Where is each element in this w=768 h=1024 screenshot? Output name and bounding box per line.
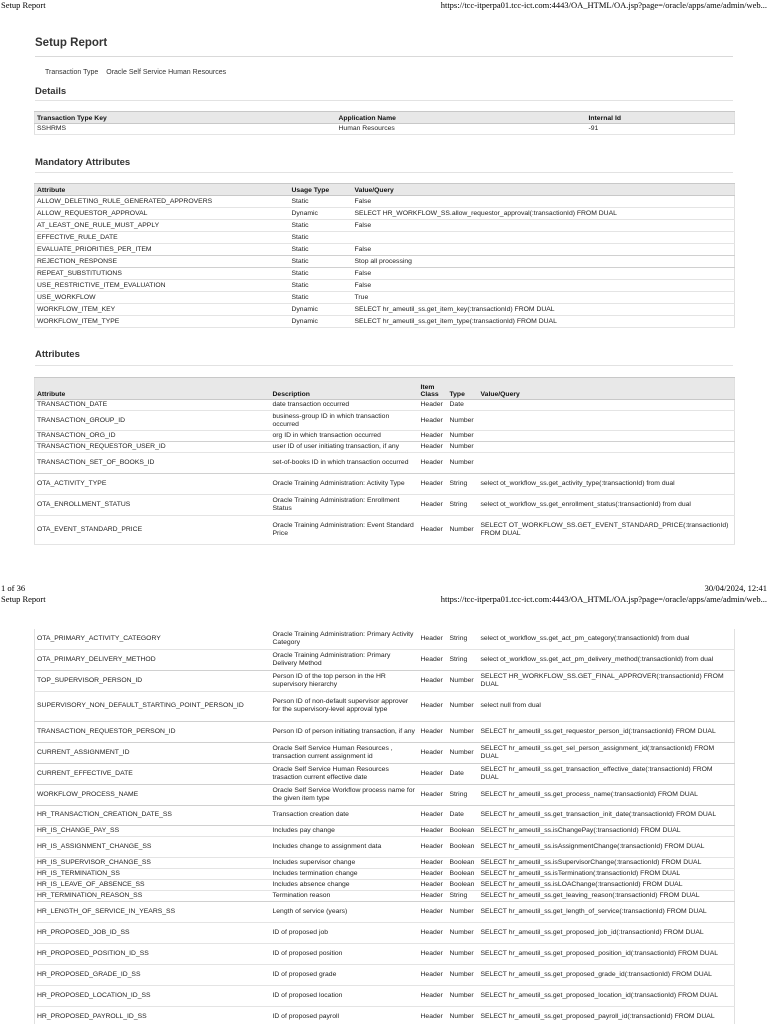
- table-cell: Header: [419, 879, 448, 890]
- table-cell: ID of proposed job: [271, 922, 419, 943]
- table-cell: CURRENT_ASSIGNMENT_ID: [35, 742, 271, 763]
- table-cell: Length of service (years): [271, 901, 419, 922]
- mandatory-attributes-divider: [35, 172, 733, 173]
- table-cell: REJECTION_RESPONSE: [35, 256, 290, 268]
- table-row: [35, 411, 735, 431]
- table-cell: ID of proposed grade: [271, 964, 419, 985]
- title-divider: [35, 56, 733, 57]
- table-row: [35, 943, 735, 964]
- table-cell: Number: [448, 742, 479, 763]
- table-row: [35, 316, 735, 328]
- table-cell: HR_PROPOSED_PAYROLL_ID_SS: [35, 1006, 271, 1024]
- table-row: [35, 1006, 735, 1024]
- table-cell: True: [353, 292, 735, 304]
- column-header: Usage Type: [290, 184, 353, 196]
- attributes-title: Attributes: [35, 349, 80, 360]
- table-cell: HR_TRANSACTION_CREATION_DATE_SS: [35, 805, 271, 825]
- table-cell: TRANSACTION_DATE: [35, 400, 271, 411]
- table-cell: Static: [290, 232, 353, 244]
- table-cell: ID of proposed position: [271, 943, 419, 964]
- table-cell: Header: [419, 431, 448, 442]
- table-cell: Header: [419, 691, 448, 721]
- table-cell: SELECT hr_ameutil_ss.get_proposed_job_id(:transactionId) FROM DUAL: [479, 922, 735, 943]
- table-cell: String: [448, 495, 479, 516]
- table-cell: Header: [419, 453, 448, 474]
- table-cell: Boolean: [448, 857, 479, 868]
- table-cell: ALLOW_DELETING_RULE_GENERATED_APPROVERS: [35, 196, 290, 208]
- table-row: [35, 964, 735, 985]
- table-cell: False: [353, 244, 735, 256]
- table-row: [35, 292, 735, 304]
- table-cell: Date: [448, 763, 479, 784]
- attributes-divider: [35, 365, 733, 366]
- column-header: Transaction Type Key: [35, 112, 337, 124]
- table-row: [35, 901, 735, 922]
- table-cell: Header: [419, 825, 448, 836]
- table-cell: TRANSACTION_REQUESTOR_PERSON_ID: [35, 721, 271, 742]
- table-cell: HR_TERMINATION_REASON_SS: [35, 890, 271, 901]
- table-cell: Static: [290, 292, 353, 304]
- table-cell: Static: [290, 244, 353, 256]
- table-cell: TRANSACTION_REQUESTOR_USER_ID: [35, 442, 271, 453]
- table-cell: Number: [448, 516, 479, 545]
- table-cell: Header: [419, 742, 448, 763]
- table-cell: Header: [419, 890, 448, 901]
- table-cell: REPEAT_SUBSTITUTIONS: [35, 268, 290, 280]
- table-row: [35, 721, 735, 742]
- table-cell: Header: [419, 400, 448, 411]
- table-cell: [479, 400, 735, 411]
- table-cell: SELECT hr_ameutil_ss.isAssignmentChange(:transactionId) FROM DUAL: [479, 836, 735, 857]
- details-table: [34, 111, 735, 135]
- table-cell: Transaction creation date: [271, 805, 419, 825]
- table-cell: select ot_workflow_ss.get_act_pm_delivery_method(:transactionId) from dual: [479, 649, 735, 670]
- table-cell: USE_WORKFLOW: [35, 292, 290, 304]
- table-cell: False: [353, 196, 735, 208]
- column-header: Attribute: [35, 184, 290, 196]
- table-cell: OTA_PRIMARY_ACTIVITY_CATEGORY: [35, 629, 271, 649]
- table-cell: HR_IS_LEAVE_OF_ABSENCE_SS: [35, 879, 271, 890]
- table-cell: String: [448, 784, 479, 805]
- attributes-table-page2: [34, 629, 735, 1024]
- table-cell: SELECT hr_ameutil_ss.isChangePay(:transactionId) FROM DUAL: [479, 825, 735, 836]
- table-cell: Person ID of the top person in the HR supervisory hierarchy: [271, 670, 419, 691]
- table-cell: SELECT HR_WORKFLOW_SS.GET_FINAL_APPROVER(:transactionId) FROM DUAL: [479, 670, 735, 691]
- mandatory-attributes-table: [34, 183, 735, 328]
- table-row: [35, 857, 735, 868]
- table-row: [35, 890, 735, 901]
- table-row: [35, 280, 735, 292]
- column-header: Value/Query: [353, 184, 735, 196]
- table-cell: Number: [448, 964, 479, 985]
- table-cell: Oracle Self Service Human Resources , transaction current assignment id: [271, 742, 419, 763]
- table-cell: Header: [419, 901, 448, 922]
- table-cell: select ot_workflow_ss.get_activity_type(:transactionId) from dual: [479, 474, 735, 495]
- table-cell: WORKFLOW_PROCESS_NAME: [35, 784, 271, 805]
- table-cell: [353, 232, 735, 244]
- table-row: [35, 220, 735, 232]
- table-cell: Header: [419, 805, 448, 825]
- table-cell: date transaction occurred: [271, 400, 419, 411]
- table-row: [35, 691, 735, 721]
- table-cell: [479, 431, 735, 442]
- table-cell: Header: [419, 411, 448, 431]
- table-cell: Number: [448, 901, 479, 922]
- column-header: Internal Id: [587, 112, 735, 124]
- table-cell: HR_PROPOSED_LOCATION_ID_SS: [35, 985, 271, 1006]
- table-cell: TOP_SUPERVISOR_PERSON_ID: [35, 670, 271, 691]
- table-cell: Header: [419, 495, 448, 516]
- table-cell: business-group ID in which transaction occurred: [271, 411, 419, 431]
- table-cell: WORKFLOW_ITEM_TYPE: [35, 316, 290, 328]
- table-row: [35, 304, 735, 316]
- table-cell: SELECT hr_ameutil_ss.get_transaction_effective_date(:transactionId) FROM DUAL: [479, 763, 735, 784]
- table-cell: Number: [448, 721, 479, 742]
- table-cell: Header: [419, 516, 448, 545]
- attributes-table-page1: [34, 377, 735, 545]
- table-cell: AT_LEAST_ONE_RULE_MUST_APPLY: [35, 220, 290, 232]
- table-row: [35, 670, 735, 691]
- transaction-type-label: Transaction Type: [45, 69, 99, 76]
- table-row: [35, 208, 735, 220]
- table-cell: org ID in which transaction occurred: [271, 431, 419, 442]
- table-cell: TRANSACTION_ORG_ID: [35, 431, 271, 442]
- table-cell: HR_IS_ASSIGNMENT_CHANGE_SS: [35, 836, 271, 857]
- table-cell: Number: [448, 431, 479, 442]
- table-cell: ALLOW_REQUESTOR_APPROVAL: [35, 208, 290, 220]
- table-cell: -91: [587, 124, 735, 135]
- table-row: [35, 879, 735, 890]
- table-row: [35, 649, 735, 670]
- table-cell: Date: [448, 400, 479, 411]
- column-header: Type: [448, 378, 479, 400]
- table-cell: OTA_EVENT_STANDARD_PRICE: [35, 516, 271, 545]
- table-row: [35, 256, 735, 268]
- table-cell: select null from dual: [479, 691, 735, 721]
- table-cell: TRANSACTION_GROUP_ID: [35, 411, 271, 431]
- print-timestamp: 30/04/2024, 12:41: [704, 583, 767, 593]
- table-cell: SUPERVISORY_NON_DEFAULT_STARTING_POINT_PERSON_ID: [35, 691, 271, 721]
- table-cell: HR_PROPOSED_JOB_ID_SS: [35, 922, 271, 943]
- table-cell: Oracle Self Service Workflow process name for the given item type: [271, 784, 419, 805]
- table-cell: Number: [448, 691, 479, 721]
- table-cell: EFFECTIVE_RULE_DATE: [35, 232, 290, 244]
- print-header-title: Setup Report: [1, 0, 46, 10]
- table-cell: USE_RESTRICTIVE_ITEM_EVALUATION: [35, 280, 290, 292]
- table-cell: user ID of user initiating transaction, if any: [271, 442, 419, 453]
- table-cell: Header: [419, 670, 448, 691]
- table-cell: HR_IS_CHANGE_PAY_SS: [35, 825, 271, 836]
- transaction-type-value: Oracle Self Service Human Resources: [106, 69, 227, 76]
- table-cell: [479, 411, 735, 431]
- table-cell: Header: [419, 857, 448, 868]
- table-cell: SELECT hr_ameutil_ss.isTermination(:transactionId) FROM DUAL: [479, 868, 735, 879]
- table-row: [35, 268, 735, 280]
- table-cell: SELECT hr_ameutil_ss.get_proposed_location_id(:transactionId) FROM DUAL: [479, 985, 735, 1006]
- table-cell: Number: [448, 1006, 479, 1024]
- table-cell: Person ID of non-default supervisor approver for the supervisory-level approval type: [271, 691, 419, 721]
- table-row: [35, 431, 735, 442]
- table-row: [35, 124, 735, 135]
- table-cell: Boolean: [448, 825, 479, 836]
- table-cell: Static: [290, 280, 353, 292]
- table-cell: Static: [290, 220, 353, 232]
- table-row: [35, 453, 735, 474]
- table-cell: SELECT hr_ameutil_ss.get_requestor_person_id(:transactionId) FROM DUAL: [479, 721, 735, 742]
- table-cell: Stop all processing: [353, 256, 735, 268]
- table-cell: WORKFLOW_ITEM_KEY: [35, 304, 290, 316]
- print-header-page2: [0, 594, 768, 606]
- table-cell: SELECT hr_ameutil_ss.get_proposed_position_id(:transactionId) FROM DUAL: [479, 943, 735, 964]
- table-cell: Header: [419, 922, 448, 943]
- table-row: [35, 495, 735, 516]
- column-header: Value/Query: [479, 378, 735, 400]
- details-title: Details: [35, 86, 67, 97]
- table-cell: OTA_PRIMARY_DELIVERY_METHOD: [35, 649, 271, 670]
- table-cell: SELECT hr_ameutil_ss.get_length_of_service(:transactionId) FROM DUAL: [479, 901, 735, 922]
- table-row: [35, 442, 735, 453]
- table-row: [35, 474, 735, 495]
- table-cell: Boolean: [448, 879, 479, 890]
- table-cell: Number: [448, 442, 479, 453]
- table-cell: EVALUATE_PRIORITIES_PER_ITEM: [35, 244, 290, 256]
- table-cell: Includes change to assignment data: [271, 836, 419, 857]
- column-header: Application Name: [337, 112, 587, 124]
- table-cell: Oracle Training Administration: Event Standard Price: [271, 516, 419, 545]
- table-cell: Oracle Training Administration: Enrollment Status: [271, 495, 419, 516]
- table-cell: Header: [419, 629, 448, 649]
- table-cell: Header: [419, 836, 448, 857]
- table-cell: Header: [419, 442, 448, 453]
- table-row: [35, 196, 735, 208]
- table-cell: Human Resources: [337, 124, 587, 135]
- details-divider: [35, 100, 733, 101]
- table-cell: HR_LENGTH_OF_SERVICE_IN_YEARS_SS: [35, 901, 271, 922]
- table-cell: Oracle Training Administration: Primary Delivery Method: [271, 649, 419, 670]
- table-cell: Header: [419, 721, 448, 742]
- table-row: [35, 922, 735, 943]
- table-cell: HR_PROPOSED_POSITION_ID_SS: [35, 943, 271, 964]
- table-cell: Includes absence change: [271, 879, 419, 890]
- table-cell: Oracle Training Administration: Primary Activity Category: [271, 629, 419, 649]
- table-cell: SELECT HR_WORKFLOW_SS.allow_requestor_approval(:transactionId) FROM DUAL: [353, 208, 735, 220]
- table-cell: SELECT hr_ameutil_ss.get_leaving_reason(:transactionId) FROM DUAL: [479, 890, 735, 901]
- table-cell: CURRENT_EFFECTIVE_DATE: [35, 763, 271, 784]
- table-cell: Number: [448, 670, 479, 691]
- table-cell: Oracle Self Service Human Resources trasaction current effective date: [271, 763, 419, 784]
- table-cell: Header: [419, 784, 448, 805]
- table-cell: Header: [419, 1006, 448, 1024]
- table-cell: String: [448, 474, 479, 495]
- table-cell: Header: [419, 964, 448, 985]
- table-cell: False: [353, 280, 735, 292]
- table-cell: Header: [419, 649, 448, 670]
- table-cell: Static: [290, 196, 353, 208]
- transaction-type-row: [45, 69, 226, 76]
- table-cell: False: [353, 268, 735, 280]
- table-cell: HR_PROPOSED_GRADE_ID_SS: [35, 964, 271, 985]
- table-row: [35, 825, 735, 836]
- table-cell: SELECT hr_ameutil_ss.get_proposed_payroll_id(:transactionId) FROM DUAL: [479, 1006, 735, 1024]
- table-cell: Person ID of person initiating transaction, if any: [271, 721, 419, 742]
- table-cell: Dynamic: [290, 316, 353, 328]
- print-header-page1: [0, 0, 768, 12]
- table-cell: [479, 442, 735, 453]
- table-cell: SELECT hr_ameutil_ss.get_process_name(:transactionId) FROM DUAL: [479, 784, 735, 805]
- print-header-url-page2: https://tcc-itperpa01.tcc-ict.com:4443/OA_HTML/OA.jsp?page=/oracle/apps/ame/admin/web...: [440, 594, 767, 604]
- table-row: [35, 836, 735, 857]
- table-row: [35, 400, 735, 411]
- table-cell: Number: [448, 985, 479, 1006]
- table-cell: SELECT hr_ameutil_ss.get_item_type(:transactionId) FROM DUAL: [353, 316, 735, 328]
- table-cell: OTA_ENROLLMENT_STATUS: [35, 495, 271, 516]
- table-cell: Date: [448, 805, 479, 825]
- table-cell: String: [448, 890, 479, 901]
- table-row: [35, 516, 735, 545]
- table-cell: String: [448, 629, 479, 649]
- table-cell: select ot_workflow_ss.get_act_pm_category(:transactionId) from dual: [479, 629, 735, 649]
- table-cell: ID of proposed location: [271, 985, 419, 1006]
- table-cell: Dynamic: [290, 304, 353, 316]
- table-row: [35, 742, 735, 763]
- table-cell: Oracle Training Administration: Activity Type: [271, 474, 419, 495]
- table-cell: Includes termination change: [271, 868, 419, 879]
- table-cell: False: [353, 220, 735, 232]
- column-header: Description: [271, 378, 419, 400]
- table-row: [35, 805, 735, 825]
- table-cell: SELECT hr_ameutil_ss.get_item_key(:transactionId) FROM DUAL: [353, 304, 735, 316]
- table-row: [35, 868, 735, 879]
- table-cell: Header: [419, 943, 448, 964]
- table-cell: String: [448, 649, 479, 670]
- table-cell: SELECT hr_ameutil_ss.isSupervisorChange(:transactionId) FROM DUAL: [479, 857, 735, 868]
- table-cell: Includes pay change: [271, 825, 419, 836]
- table-cell: Header: [419, 868, 448, 879]
- table-cell: [479, 453, 735, 474]
- table-cell: set-of-books ID in which transaction occurred: [271, 453, 419, 474]
- table-row: [35, 244, 735, 256]
- table-cell: Number: [448, 411, 479, 431]
- table-cell: SELECT hr_ameutil_ss.get_transaction_init_date(:transactionId) FROM DUAL: [479, 805, 735, 825]
- table-row: [35, 232, 735, 244]
- table-cell: Header: [419, 985, 448, 1006]
- table-cell: Includes supervisor change: [271, 857, 419, 868]
- table-cell: Dynamic: [290, 208, 353, 220]
- table-row: [35, 784, 735, 805]
- table-cell: Static: [290, 256, 353, 268]
- table-cell: SELECT hr_ameutil_ss.isLOAChange(:transactionId) FROM DUAL: [479, 879, 735, 890]
- table-cell: Header: [419, 763, 448, 784]
- mandatory-attributes-title: Mandatory Attributes: [35, 157, 131, 168]
- table-cell: Boolean: [448, 836, 479, 857]
- table-cell: Number: [448, 943, 479, 964]
- table-cell: ID of proposed payroll: [271, 1006, 419, 1024]
- table-row: [35, 763, 735, 784]
- table-cell: HR_IS_TERMINATION_SS: [35, 868, 271, 879]
- print-header-url: https://tcc-itperpa01.tcc-ict.com:4443/OA_HTML/OA.jsp?page=/oracle/apps/ame/admin/web...: [440, 0, 767, 10]
- table-cell: Number: [448, 453, 479, 474]
- table-cell: select ot_workflow_ss.get_enrollment_status(:transactionId) from dual: [479, 495, 735, 516]
- table-cell: SELECT hr_ameutil_ss.get_sel_person_assignment_id(:transactionId) FROM DUAL: [479, 742, 735, 763]
- table-cell: TRANSACTION_SET_OF_BOOKS_ID: [35, 453, 271, 474]
- table-cell: OTA_ACTIVITY_TYPE: [35, 474, 271, 495]
- table-cell: SELECT hr_ameutil_ss.get_proposed_grade_id(:transactionId) FROM DUAL: [479, 964, 735, 985]
- table-cell: HR_IS_SUPERVISOR_CHANGE_SS: [35, 857, 271, 868]
- table-cell: SSHRMS: [35, 124, 337, 135]
- table-row: [35, 985, 735, 1006]
- page-counter: 1 of 36: [1, 583, 26, 593]
- table-cell: Static: [290, 268, 353, 280]
- table-cell: Number: [448, 922, 479, 943]
- table-cell: Header: [419, 474, 448, 495]
- print-header-title-page2: Setup Report: [1, 594, 46, 604]
- column-header: Item Class: [419, 378, 448, 400]
- page-title: Setup Report: [35, 37, 108, 49]
- table-cell: Termination reason: [271, 890, 419, 901]
- table-cell: Boolean: [448, 868, 479, 879]
- table-row: [35, 629, 735, 649]
- table-cell: SELECT OT_WORKFLOW_SS.GET_EVENT_STANDARD_PRICE(:transactionId) FROM DUAL: [479, 516, 735, 545]
- column-header: Attribute: [35, 378, 271, 400]
